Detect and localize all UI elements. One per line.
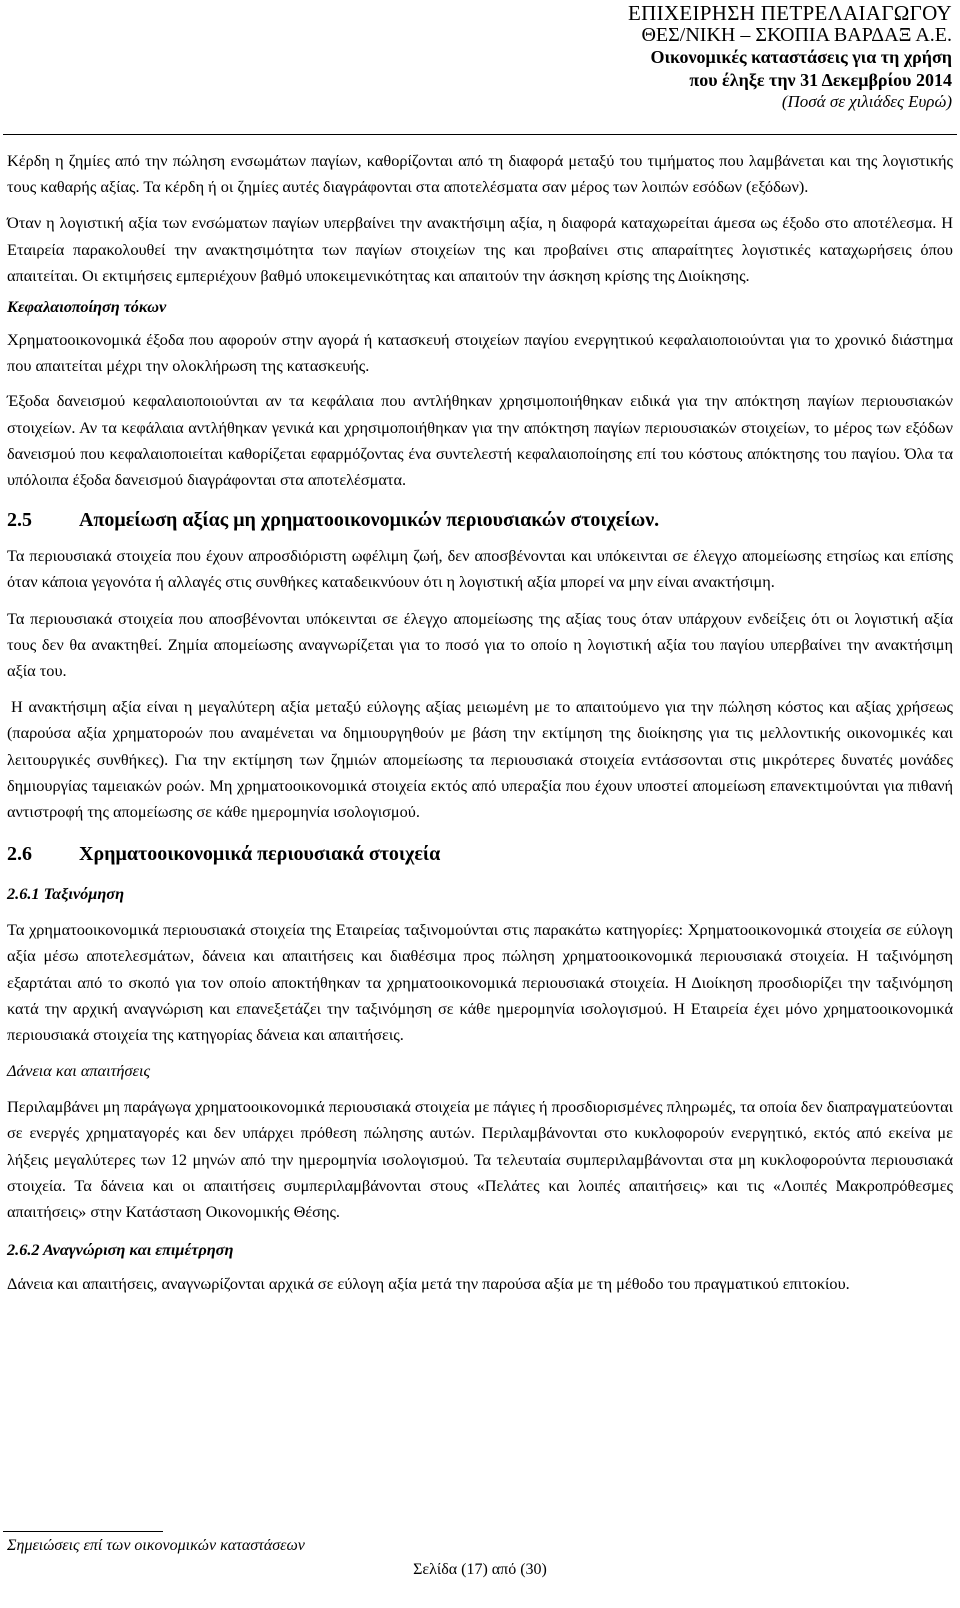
report-period: που έληξε την 31 Δεκεμβρίου 2014: [689, 70, 952, 90]
company-name-line1: ΕΠΙΧΕΙΡΗΣΗ ΠΕΤΡΕΛΑΙΑΓΩΓΟΥ: [627, 1, 952, 25]
document-header: [628, 2, 952, 113]
paragraph: Τα χρηματοοικονομικά περιουσιακά στοιχεία της Εταιρείας ταξινομούνται στις παρακάτω κατηγορίες: Χρηματοοικονομικά στοιχεία σε εύλογη αξία μέσω αποτελεσμάτων, δάνεια και απαιτήσεις και διαθέσιμα προς πώληση χρηματοοικονομικά περιουσιακά στοιχεία. Η ταξινόμηση εξαρτάται από το σκοπό για τον οποίο αποκτήθηκαν τα χρηματοοικονομικά περιουσιακά στοιχεία. Η Διοίκηση προσδιορίζει την ταξινόμηση κατά την αρχική αναγνώριση και επανεξετάζει την ταξινόμηση σε κάθε ημερομηνία ισολογισμού. Η Εταιρεία έχει μόνο χρηματοοικονομικά περιουσιακά στοιχεία της κατηγορίας δάνεια και απαιτήσεις.: [7, 920, 953, 1045]
footer-note: Σημειώσεις επί των οικονομικών καταστάσεων: [7, 1537, 305, 1554]
section-heading-2-6: [7, 841, 953, 867]
paragraph: Δάνεια και απαιτήσεις, αναγνωρίζονται αρχικά σε εύλογη αξία μετά την παρούσα αξία με τη μέθοδο του πραγματικού επιτοκίου.: [7, 1274, 850, 1294]
subheading-recognition-measurement: 2.6.2 Αναγνώριση και επιμέτρηση: [7, 1240, 234, 1260]
company-name-line2: ΘΕΣ/ΝΙΚΗ – ΣΚΟΠΙΑ ΒΑΡΔΑΞ Α.Ε.: [641, 24, 952, 46]
subheading-classification: 2.6.1 Ταξινόμηση: [7, 884, 125, 904]
section-title: Χρηματοοικονομικά περιουσιακά στοιχεία: [79, 843, 441, 866]
footer-divider: [3, 1531, 163, 1532]
currency-note: (Ποσά σε χιλιάδες Ευρώ): [781, 92, 952, 111]
paragraph: Η ανακτήσιμη αξία είναι η μεγαλύτερη αξία μεταξύ εύλογης αξίας μειωμένη με το απαιτούμενο για την πώληση κόστος και αξίας χρήσεως (παρούσα αξία χρηματοροών που αναμένεται να δημιουργηθούν με βάση την εκτίμηση της διοίκησης για τις μελλοντικής οικονομικές και λειτουργικές συνθήκες). Για την εκτίμηση των ζημιών απομείωσης τα περιουσιακά στοιχεία εντάσσονται στις μικρότερες δυνατές μονάδες δημιουργίας ταμειακών ροών. Μη χρηματοοικονομικά στοιχεία εκτός από υπεραξία που έχουν υποστεί απομείωση επανεκτιμούνται για πιθανή αντιστροφή της απομείωσης σε κάθε ημερομηνία ισολογισμού.: [7, 697, 953, 822]
paragraph: Έξοδα δανεισμού κεφαλαιοποιούνται αν τα κεφάλαια που αντλήθηκαν χρησιμοποιήθηκαν ειδικά για την απόκτηση παγίων περιουσιακών στοιχείων. Αν τα κεφάλαια αντλήθηκαν γενικά και χρησιμοποιήθηκαν για την απόκτηση παγίων περιουσιακών στοιχείων, το μέρος των εξόδων δανεισμού που κεφαλαιοποιείται καθορίζεται εφαρμόζοντας ένα συντελεστή κεφαλαιοποίησης επί του κόστους απόκτησης του παγίου. Όλα τα υπόλοιπα έξοδα δανεισμού διαγράφονται στα αποτελέσματα.: [7, 391, 953, 490]
page-number: Σελίδα (17) από (30): [413, 1561, 547, 1578]
page-body: [7, 148, 953, 1298]
section-number: 2.6: [7, 843, 32, 866]
paragraph: Περιλαμβάνει μη παράγωγα χρηματοοικονομικά περιουσιακά στοιχεία με πάγιες ή προσδιορισμένες πληρωμές, τα οποία δεν διαπραγματεύονται σε ενεργές χρηματαγορές και δεν υπάρχει πρόθεση πώλησης αυτών. Περιλαμβάνονται στο κυκλοφορούν ενεργητικό, εκτός από εκείνα με λήξεις μεγαλύτερες των 12 μηνών από την ημερομηνία ισολογισμού. Τα τελευταία συμπεριλαμβάνονται στα μη κυκλοφορούντα περιουσιακά στοιχεία. Τα δάνεια και οι απαιτήσεις συμπεριλαμβάνονται στους «Πελάτες και λοιπές απαιτήσεις» και τις «Λοιπές Μακροπρόθεσμες απαιτήσεις» στην Κατάσταση Οικονομικής Θέσης.: [7, 1097, 953, 1222]
paragraph: Τα περιουσιακά στοιχεία που αποσβένονται υπόκεινται σε έλεγχο απομείωσης της αξίας τους όταν υπάρχουν ενδείξεις ότι οι λογιστική αξία τους δεν θα ανακτηθεί. Ζημία απομείωσης αναγνωρίζεται για το ποσό για το οποίο η λογιστική αξία του παγίου υπερβαίνει την ανακτήσιμη αξία του.: [7, 608, 953, 681]
section-number: 2.5: [7, 509, 32, 532]
paragraph: Κέρδη η ζημίες από την πώληση ενσωμάτων παγίων, καθορίζονται από τη διαφορά μεταξύ του τιμήματος που λαμβάνεται και της λογιστικής τους καθαρής αξίας. Τα κέρδη ή οι ζημίες αυτές διαγράφονται στα αποτελέσματα σαν μέρος των λοιπών εσόδων (εξόδων).: [7, 151, 953, 197]
paragraph: Χρηματοοικονομικά έξοδα που αφορούν στην αγορά ή κατασκευή στοιχείων παγίου ενεργητικού κεφαλαιοποιούνται για το χρονικό διάστημα που απαιτείται μέχρι την ολοκλήρωση της κατασκευής.: [7, 330, 953, 376]
paragraph: Όταν η λογιστική αξία των ενσώματων παγίων υπερβαίνει την ανακτήσιμη αξία, η διαφορά καταχωρείται άμεσα ως έξοδο στο αποτέλεσμα. Η Εταιρεία παρακολουθεί την ανακτησιμότητα των παγίων στοιχείων της και προβαίνει στις απαραίτητες λογιστικές καταχωρήσεις όπου απαιτείται. Οι εκτιμήσεις εμπεριέχουν βαθμό υποκειμενικότητας και απαιτούν την άσκηση κρίσης της Διοίκησης.: [7, 213, 953, 285]
report-title: Οικονομικές καταστάσεις για τη χρήση: [650, 47, 952, 67]
paragraph: Τα περιουσιακά στοιχεία που έχουν απροσδιόριστη ωφέλιμη ζωή, δεν αποσβένονται και υπόκεινται σε έλεγχο απομείωσης ετησίως και επίσης όταν κάποια γεγονότα ή αλλαγές στις συνθήκες καταδεικνύουν ότι η λογιστική αξία μπορεί να μην είναι ανακτήσιμη.: [7, 546, 953, 592]
subheading-interest-capitalization: Κεφαλαιοποίηση τόκων: [7, 297, 167, 317]
subheading-loans-receivables: Δάνεια και απαιτήσεις: [7, 1061, 151, 1081]
section-title: Απομείωση αξίας μη χρηματοοικονομικών περιουσιακών στοιχείων.: [79, 509, 660, 532]
section-heading-2-5: [7, 507, 953, 533]
header-divider: [3, 134, 957, 135]
